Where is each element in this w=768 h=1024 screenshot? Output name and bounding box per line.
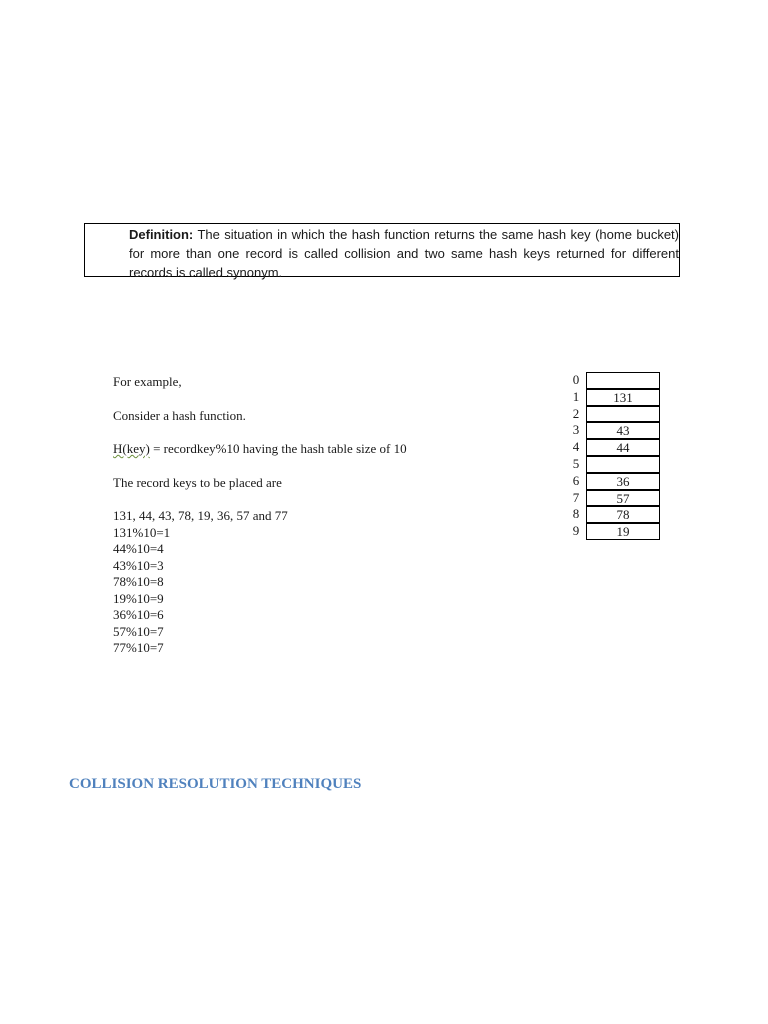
definition-box (84, 223, 680, 280)
hash-index: 1 (572, 388, 580, 404)
hash-index: 5 (572, 455, 580, 471)
hash-cell: 43 (586, 422, 660, 439)
hash-cell: 44 (586, 439, 660, 456)
hash-index: 6 (572, 472, 580, 488)
hash-index: 8 (572, 506, 580, 522)
hash-cell: 19 (586, 523, 660, 540)
hash-cell (586, 406, 660, 423)
calc-line: 19%10=9 (113, 590, 164, 606)
hash-cell (586, 372, 660, 389)
hash-index: 7 (572, 489, 580, 505)
calc-line: 44%10=4 (113, 541, 164, 556)
calc-line: 78%10=8 (113, 574, 164, 589)
hash-index: 9 (572, 523, 580, 539)
definition-label: Definition: (129, 227, 194, 242)
hash-cell: 131 (586, 389, 660, 406)
calc-line: 77%10=7 (113, 640, 164, 655)
hash-index: 4 (572, 439, 580, 455)
hash-cell (586, 456, 660, 473)
hash-index: 2 (572, 405, 580, 421)
calc-line: 131%10=1 (113, 524, 171, 540)
hash-index: 0 (572, 372, 580, 387)
keys-list: 131, 44, 43, 78, 19, 36, 57 and 77 (113, 508, 288, 523)
example-intro: For example, (113, 374, 182, 389)
hash-function-prefix: H(key) (113, 441, 150, 456)
calc-line: 36%10=6 (113, 607, 164, 622)
hash-function-rest: = recordkey%10 having the hash table size of 10 (149, 441, 407, 456)
example-consider: Consider a hash function. (113, 407, 246, 423)
calc-line: 57%10=7 (113, 623, 164, 639)
hash-cell: 78 (586, 506, 660, 523)
section-heading: COLLISION RESOLUTION TECHNIQUES (69, 776, 362, 792)
example-block (113, 374, 407, 657)
keys-intro: The record keys to be placed are (113, 474, 282, 490)
definition-text: The situation in which the hash function returns the same hash key (home bucket) for more than one record is called collision and two same hash keys returned for different records is called synonym. (129, 227, 679, 280)
calc-line: 43%10=3 (113, 557, 164, 573)
hash-index: 3 (572, 422, 580, 438)
hash-function-line (113, 441, 407, 458)
hash-cell: 36 (586, 473, 660, 490)
hash-cell: 57 (586, 490, 660, 507)
